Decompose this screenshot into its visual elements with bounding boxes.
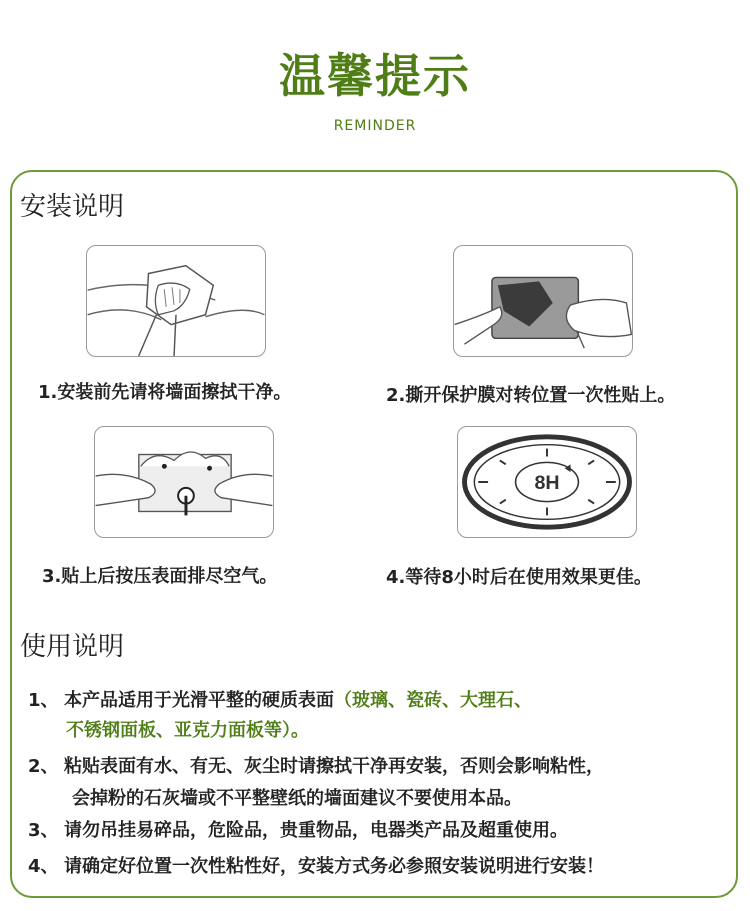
usage-item-highlight: （玻璃、瓷砖、大理石、 — [334, 690, 532, 711]
install-heading: 安装说明 — [20, 192, 125, 222]
page-title: 温馨提示 — [279, 49, 471, 103]
step-2-caption: 2.撕开保护膜对转位置一次性贴上。 — [386, 385, 676, 406]
usage-item-3 — [28, 816, 568, 842]
clock-label: 8H — [534, 471, 560, 494]
usage-item-1-continued — [66, 716, 309, 742]
usage-item-tail: ）。 — [282, 720, 309, 741]
press-surface-icon — [95, 427, 273, 537]
usage-item-text: 请确定好位置一次性粘性好，安装方式务必参照安装说明进行安装！ — [64, 856, 604, 877]
usage-item-number: 3、 — [28, 820, 59, 841]
usage-item-number: 2、 — [28, 756, 59, 777]
step-1-card — [86, 245, 266, 357]
usage-item-4 — [28, 852, 604, 878]
step-4-card — [457, 426, 637, 538]
step-1-caption: 1.安装前先请将墙面擦拭干净。 — [38, 382, 292, 403]
usage-item-number: 4、 — [28, 856, 59, 877]
step-3-caption: 3.贴上后按压表面排尽空气。 — [42, 566, 278, 587]
step-3-card — [94, 426, 274, 538]
usage-item-text: 请勿吊挂易碎品，危险品，贵重物品，电器类产品及超重使用。 — [64, 820, 568, 841]
usage-item-number: 1、 — [28, 690, 59, 711]
usage-item-text: 本产品适用于光滑平整的硬质表面 — [64, 690, 334, 711]
step-4-caption: 4.等待8小时后在使用效果更佳。 — [386, 567, 652, 588]
page-subtitle: REMINDER — [333, 118, 417, 134]
usage-item-highlight-cont: 不锈钢面板、亚克力面板等 — [66, 720, 282, 741]
usage-item-2-continued: 会掉粉的石灰墙或不平整壁纸的墙面建议不要使用本品。 — [72, 788, 522, 809]
peel-film-icon — [454, 246, 632, 356]
step-2-card — [453, 245, 633, 357]
usage-item-text: 粘贴表面有水、有无、灰尘时请擦拭干净再安装，否则会影响粘性， — [64, 756, 604, 777]
usage-item-2 — [28, 752, 604, 778]
usage-heading: 使用说明 — [20, 632, 125, 662]
usage-item-1 — [28, 686, 532, 712]
hand-wiping-icon — [87, 246, 265, 356]
